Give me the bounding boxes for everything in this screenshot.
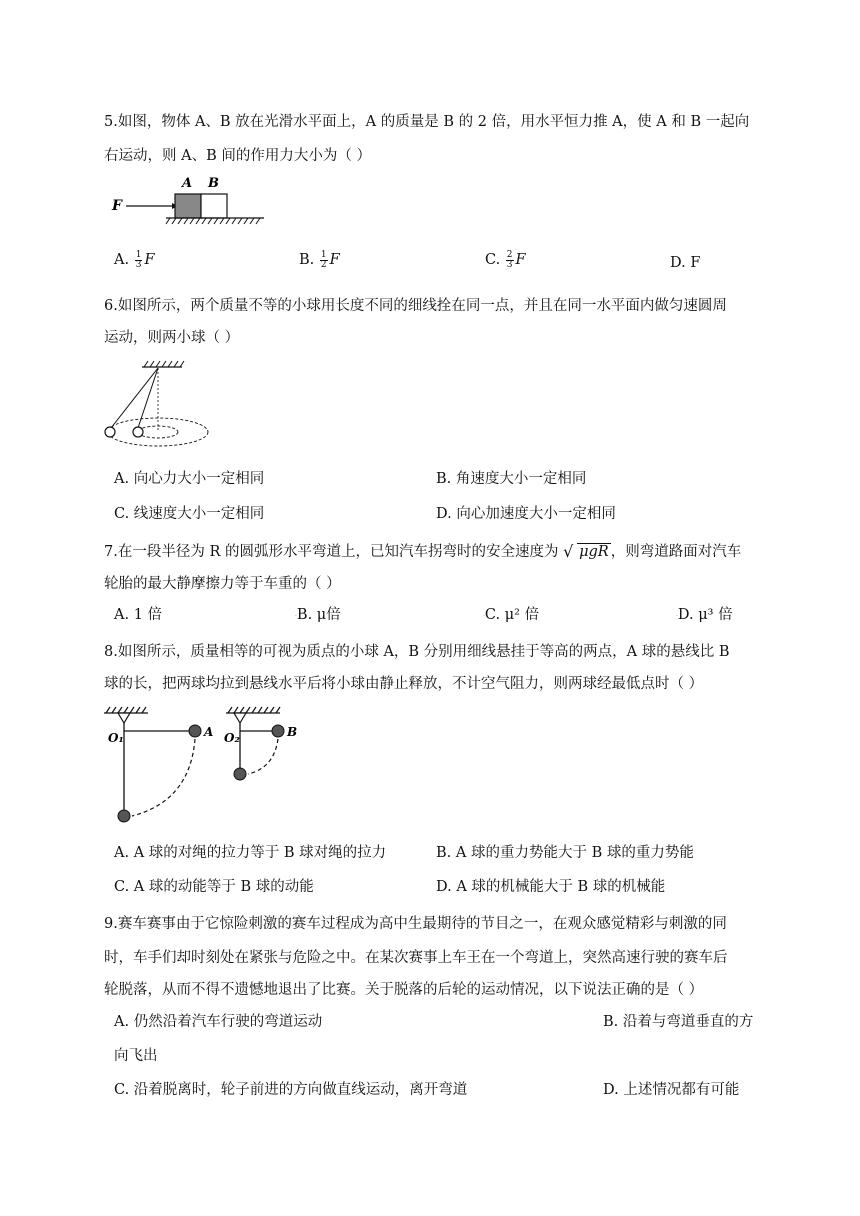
q8-option-c: C. A 球的动能等于 B 球的动能 [114,879,314,895]
q5-label-A: A [182,176,193,191]
q5-option-a: A. $\frac{1}{3}$ F [114,249,155,270]
q7-option-d: .D. μ³ 倍 [676,607,733,623]
q8-ball-A [189,725,201,737]
q7-sqrt-formula: √ μgR [563,542,609,561]
q5-figure [108,172,268,232]
q8-ball-B-low [234,768,246,780]
q8-option-a: A. A 球的对绳的拉力等于 B 球对绳的拉力 [114,845,387,861]
q8-label-A: A [204,725,214,739]
q9-stem-line3: 轮脱落，从而不得不遗憾地退出了比赛。关于脱落的后轮的运动情况，以下说法正确的是（ ） [104,982,704,998]
q9-stem-line1: 9.赛车赛事由于它惊险刺激的赛车过程成为高中生最期待的节目之一，在观众感觉精彩与刺激的同 [104,916,727,932]
q8-option-b: B. A 球的重力势能大于 B 球的重力势能 [436,845,694,861]
q6-option-a: A. 向心力大小一定相同 [114,471,265,487]
q8-stem-line1: 8.如图所示，质量相等的可视为质点的小球 A，B 分别用细线悬挂于等高的两点，A 球的悬线比 B [104,644,730,660]
q6-stem-line2: 运动，则两小球（ ） [104,330,240,346]
q8-ball-B [272,725,284,737]
q5-label-F: F [112,198,122,214]
q7-option-a: A. 1 倍 [114,607,163,623]
q6-ball-outer [105,427,115,437]
q9-option-b-part1: B. 沿着与弯道垂直的方 [603,1014,754,1030]
q5-option-b: B. $\frac{1}{2}$ F [299,249,340,270]
q7-stem-line1: 7.在一段半径为 R 的圆弧形水平弯道上，已知汽车拐弯时的安全速度为 √ μgR ，则弯道路面对汽车 [104,542,742,561]
q8-option-d: D. A 球的机械能大于 B 球的机械能 [436,879,666,895]
q9-option-b-part2: 向飞出 [114,1048,158,1064]
q9-option-c: C. 沿着脱离时，轮子前进的方向做直线运动，离开弯道 [114,1082,468,1098]
q9-option-d: D. 上述情况都有可能 [603,1082,740,1098]
q6-option-d: D. 向心加速度大小一定相同 [436,506,616,522]
q5-option-d: D. F [670,255,701,271]
q5-stem-line2: 右运动，则 A、B 间的作用力大小为（ ） [104,148,371,164]
q8-ball-A-low [118,810,130,822]
q5-stem-line1: 5.如图，物体 A、B 放在光滑水平面上，A 的质量是 B 的 2 倍，用水平恒力推 A，使 A 和 B 一起向 [104,114,750,130]
q5-block-A [175,194,201,218]
q7-stem-line2: 轮胎的最大静摩擦力等于车重的（ ） [104,576,341,592]
q9-stem-line2: 时，车手们却时刻处在紧张与危险之中。在某次赛事上车王在一个弯道上，突然高速行驶的赛车后 [104,950,728,966]
q8-label-O1: O₁ [108,731,124,745]
q8-figure [100,706,310,830]
q9-option-a: A. 仍然沿着汽车行驶的弯道运动 [114,1014,323,1030]
q6-option-b: B. 角速度大小一定相同 [436,471,587,487]
q6-stem-line1: 6.如图所示，两个质量不等的小球用长度不同的细线拴在同一点，并且在同一水平面内做匀速圆周 [104,298,727,314]
q8-label-O2: O₂ [224,731,240,745]
q5-option-c: C. $\frac{2}{3}$ F [485,249,526,270]
q6-ball-inner [133,427,143,437]
q8-stem-line2: 球的长，把两球均拉到悬线水平后将小球由静止释放，不计空气阻力，则两球经最低点时（ ） [104,676,704,692]
q8-label-B: B [287,725,298,739]
q5-label-B: B [208,176,219,191]
q5-block-B [201,194,227,218]
q6-option-c: C. 线速度大小一定相同 [114,506,265,522]
q6-figure [100,360,212,452]
q7-option-b: .B. μ倍 [295,607,341,623]
q7-option-c: .C. μ² 倍 [483,607,540,623]
